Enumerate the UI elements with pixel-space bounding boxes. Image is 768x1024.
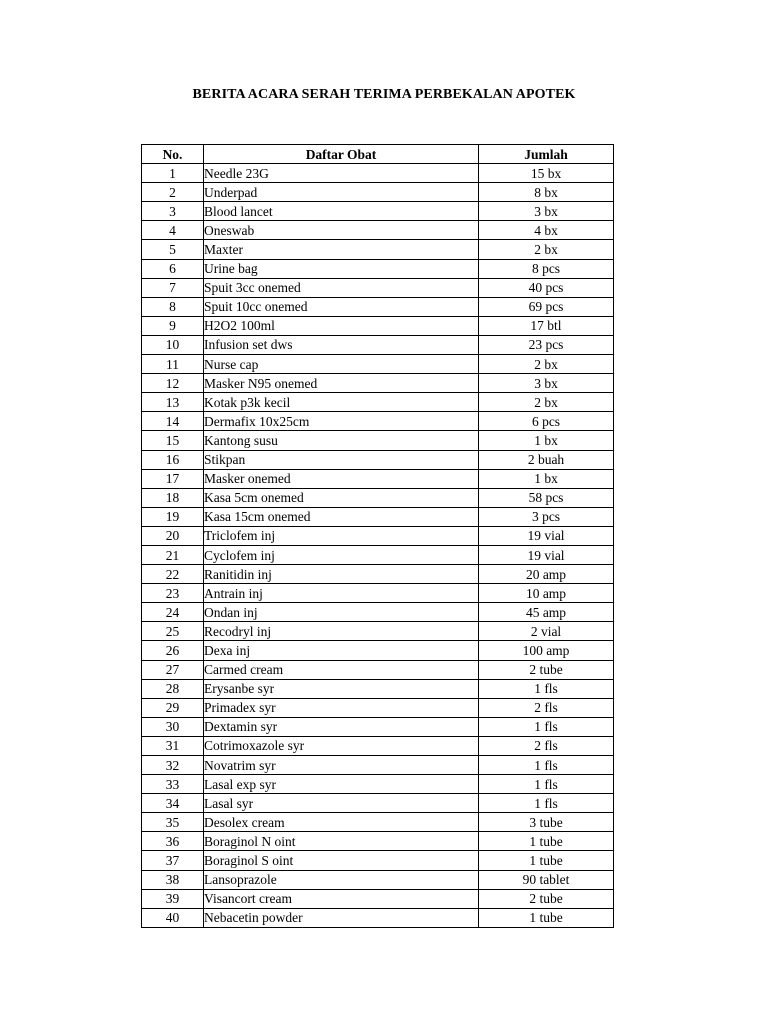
row-number: 31 <box>142 736 204 755</box>
table-row <box>142 278 614 297</box>
table-row <box>142 756 614 775</box>
medicine-name: Spuit 3cc onemed <box>204 278 479 297</box>
medicine-quantity: 90 tablet <box>479 870 614 889</box>
row-number: 23 <box>142 584 204 603</box>
row-number: 38 <box>142 870 204 889</box>
medicine-quantity: 1 bx <box>479 431 614 450</box>
medicine-name: Antrain inj <box>204 584 479 603</box>
table-row <box>142 603 614 622</box>
medicine-name: Masker onemed <box>204 469 479 488</box>
table-row <box>142 202 614 221</box>
row-number: 11 <box>142 355 204 374</box>
row-number: 14 <box>142 412 204 431</box>
medicine-name: Lasal exp syr <box>204 775 479 794</box>
medicine-quantity: 19 vial <box>479 545 614 564</box>
row-number: 12 <box>142 374 204 393</box>
medicine-quantity: 40 pcs <box>479 278 614 297</box>
medicine-name: Ranitidin inj <box>204 565 479 584</box>
table-row <box>142 393 614 412</box>
medicine-quantity: 100 amp <box>479 641 614 660</box>
medicine-name: Dermafix 10x25cm <box>204 412 479 431</box>
table-row <box>142 717 614 736</box>
row-number: 29 <box>142 698 204 717</box>
row-number: 30 <box>142 717 204 736</box>
medicine-name: Urine bag <box>204 259 479 278</box>
medicine-name: Spuit 10cc onemed <box>204 297 479 316</box>
medicine-quantity: 17 btl <box>479 316 614 335</box>
medicine-name: Novatrim syr <box>204 756 479 775</box>
row-number: 15 <box>142 431 204 450</box>
medicine-name: Nebacetin powder <box>204 908 479 927</box>
row-number: 27 <box>142 660 204 679</box>
table-row <box>142 221 614 240</box>
table-row <box>142 526 614 545</box>
medicine-name: Oneswab <box>204 221 479 240</box>
medicine-quantity: 8 bx <box>479 183 614 202</box>
table-row <box>142 908 614 927</box>
medicine-quantity: 10 amp <box>479 584 614 603</box>
medicine-name: Dexa inj <box>204 641 479 660</box>
medicine-quantity: 2 bx <box>479 393 614 412</box>
medicine-quantity: 2 fls <box>479 736 614 755</box>
medicine-quantity: 1 fls <box>479 679 614 698</box>
medicine-name: Kasa 5cm onemed <box>204 488 479 507</box>
table-header-row <box>142 145 614 164</box>
medicine-quantity: 19 vial <box>479 526 614 545</box>
medicine-quantity: 1 tube <box>479 832 614 851</box>
medicine-quantity: 15 bx <box>479 164 614 183</box>
table-row <box>142 431 614 450</box>
table-row <box>142 164 614 183</box>
row-number: 40 <box>142 908 204 927</box>
medicine-quantity: 4 bx <box>479 221 614 240</box>
row-number: 1 <box>142 164 204 183</box>
medicine-name: Blood lancet <box>204 202 479 221</box>
medicine-name: Masker N95 onemed <box>204 374 479 393</box>
table-row <box>142 469 614 488</box>
medicine-quantity: 1 fls <box>479 775 614 794</box>
table-row <box>142 641 614 660</box>
table-row <box>142 679 614 698</box>
row-number: 37 <box>142 851 204 870</box>
row-number: 36 <box>142 832 204 851</box>
table-row <box>142 316 614 335</box>
medicine-name: Recodryl inj <box>204 622 479 641</box>
table-row <box>142 450 614 469</box>
medicine-name: Nurse cap <box>204 355 479 374</box>
medicine-quantity: 45 amp <box>479 603 614 622</box>
table-row <box>142 794 614 813</box>
row-number: 20 <box>142 526 204 545</box>
row-number: 9 <box>142 316 204 335</box>
medicine-quantity: 1 tube <box>479 908 614 927</box>
table-row <box>142 813 614 832</box>
medicine-name: Primadex syr <box>204 698 479 717</box>
row-number: 39 <box>142 889 204 908</box>
table-row <box>142 622 614 641</box>
medicine-quantity: 69 pcs <box>479 297 614 316</box>
table-row <box>142 832 614 851</box>
medicine-quantity: 2 bx <box>479 355 614 374</box>
medicine-name: Visancort cream <box>204 889 479 908</box>
row-number: 13 <box>142 393 204 412</box>
table-row <box>142 660 614 679</box>
medicine-quantity: 3 bx <box>479 202 614 221</box>
medicine-name: Boraginol S oint <box>204 851 479 870</box>
row-number: 6 <box>142 259 204 278</box>
row-number: 3 <box>142 202 204 221</box>
medicine-quantity: 1 tube <box>479 851 614 870</box>
table-row <box>142 775 614 794</box>
table-row <box>142 507 614 526</box>
medicine-quantity: 20 amp <box>479 565 614 584</box>
table-row <box>142 335 614 354</box>
row-number: 24 <box>142 603 204 622</box>
row-number: 2 <box>142 183 204 202</box>
table-row <box>142 488 614 507</box>
table-row <box>142 240 614 259</box>
table-row <box>142 374 614 393</box>
medicine-quantity: 2 vial <box>479 622 614 641</box>
medicine-table <box>141 144 614 928</box>
row-number: 32 <box>142 756 204 775</box>
document-title: BERITA ACARA SERAH TERIMA PERBEKALAN APOTEK <box>192 87 576 102</box>
medicine-name: Lasal syr <box>204 794 479 813</box>
medicine-quantity: 1 fls <box>479 717 614 736</box>
table-row <box>142 183 614 202</box>
medicine-name: Kantong susu <box>204 431 479 450</box>
table-row <box>142 584 614 603</box>
column-header-no: No. <box>142 145 204 164</box>
medicine-quantity: 2 tube <box>479 660 614 679</box>
medicine-name: H2O2 100ml <box>204 316 479 335</box>
row-number: 35 <box>142 813 204 832</box>
medicine-quantity: 1 bx <box>479 469 614 488</box>
table-row <box>142 851 614 870</box>
medicine-quantity: 1 fls <box>479 794 614 813</box>
column-header-name: Daftar Obat <box>204 145 479 164</box>
medicine-name: Infusion set dws <box>204 335 479 354</box>
table-row <box>142 259 614 278</box>
medicine-quantity: 3 bx <box>479 374 614 393</box>
row-number: 34 <box>142 794 204 813</box>
medicine-quantity: 1 fls <box>479 756 614 775</box>
row-number: 19 <box>142 507 204 526</box>
medicine-name: Cotrimoxazole syr <box>204 736 479 755</box>
medicine-name: Maxter <box>204 240 479 259</box>
row-number: 18 <box>142 488 204 507</box>
medicine-quantity: 2 buah <box>479 450 614 469</box>
table-row <box>142 565 614 584</box>
medicine-name: Stikpan <box>204 450 479 469</box>
row-number: 25 <box>142 622 204 641</box>
table-row <box>142 355 614 374</box>
medicine-name: Underpad <box>204 183 479 202</box>
table-row <box>142 297 614 316</box>
medicine-name: Ondan inj <box>204 603 479 622</box>
medicine-name: Carmed cream <box>204 660 479 679</box>
row-number: 21 <box>142 545 204 564</box>
table-row <box>142 736 614 755</box>
medicine-name: Lansoprazole <box>204 870 479 889</box>
medicine-name: Triclofem inj <box>204 526 479 545</box>
row-number: 4 <box>142 221 204 240</box>
row-number: 26 <box>142 641 204 660</box>
column-header-qty: Jumlah <box>479 145 614 164</box>
medicine-name: Boraginol N oint <box>204 832 479 851</box>
row-number: 7 <box>142 278 204 297</box>
row-number: 10 <box>142 335 204 354</box>
medicine-quantity: 2 bx <box>479 240 614 259</box>
table-row <box>142 698 614 717</box>
medicine-quantity: 8 pcs <box>479 259 614 278</box>
medicine-name: Desolex cream <box>204 813 479 832</box>
table-row <box>142 545 614 564</box>
row-number: 17 <box>142 469 204 488</box>
medicine-quantity: 58 pcs <box>479 488 614 507</box>
row-number: 22 <box>142 565 204 584</box>
row-number: 5 <box>142 240 204 259</box>
row-number: 33 <box>142 775 204 794</box>
row-number: 16 <box>142 450 204 469</box>
medicine-quantity: 6 pcs <box>479 412 614 431</box>
table-body <box>142 164 614 928</box>
medicine-name: Kasa 15cm onemed <box>204 507 479 526</box>
medicine-quantity: 3 pcs <box>479 507 614 526</box>
medicine-name: Needle 23G <box>204 164 479 183</box>
table-row <box>142 870 614 889</box>
medicine-quantity: 23 pcs <box>479 335 614 354</box>
table-row <box>142 412 614 431</box>
row-number: 8 <box>142 297 204 316</box>
medicine-quantity: 2 tube <box>479 889 614 908</box>
medicine-name: Erysanbe syr <box>204 679 479 698</box>
medicine-name: Dextamin syr <box>204 717 479 736</box>
medicine-name: Kotak p3k kecil <box>204 393 479 412</box>
medicine-quantity: 3 tube <box>479 813 614 832</box>
table-row <box>142 889 614 908</box>
row-number: 28 <box>142 679 204 698</box>
medicine-quantity: 2 fls <box>479 698 614 717</box>
medicine-name: Cyclofem inj <box>204 545 479 564</box>
